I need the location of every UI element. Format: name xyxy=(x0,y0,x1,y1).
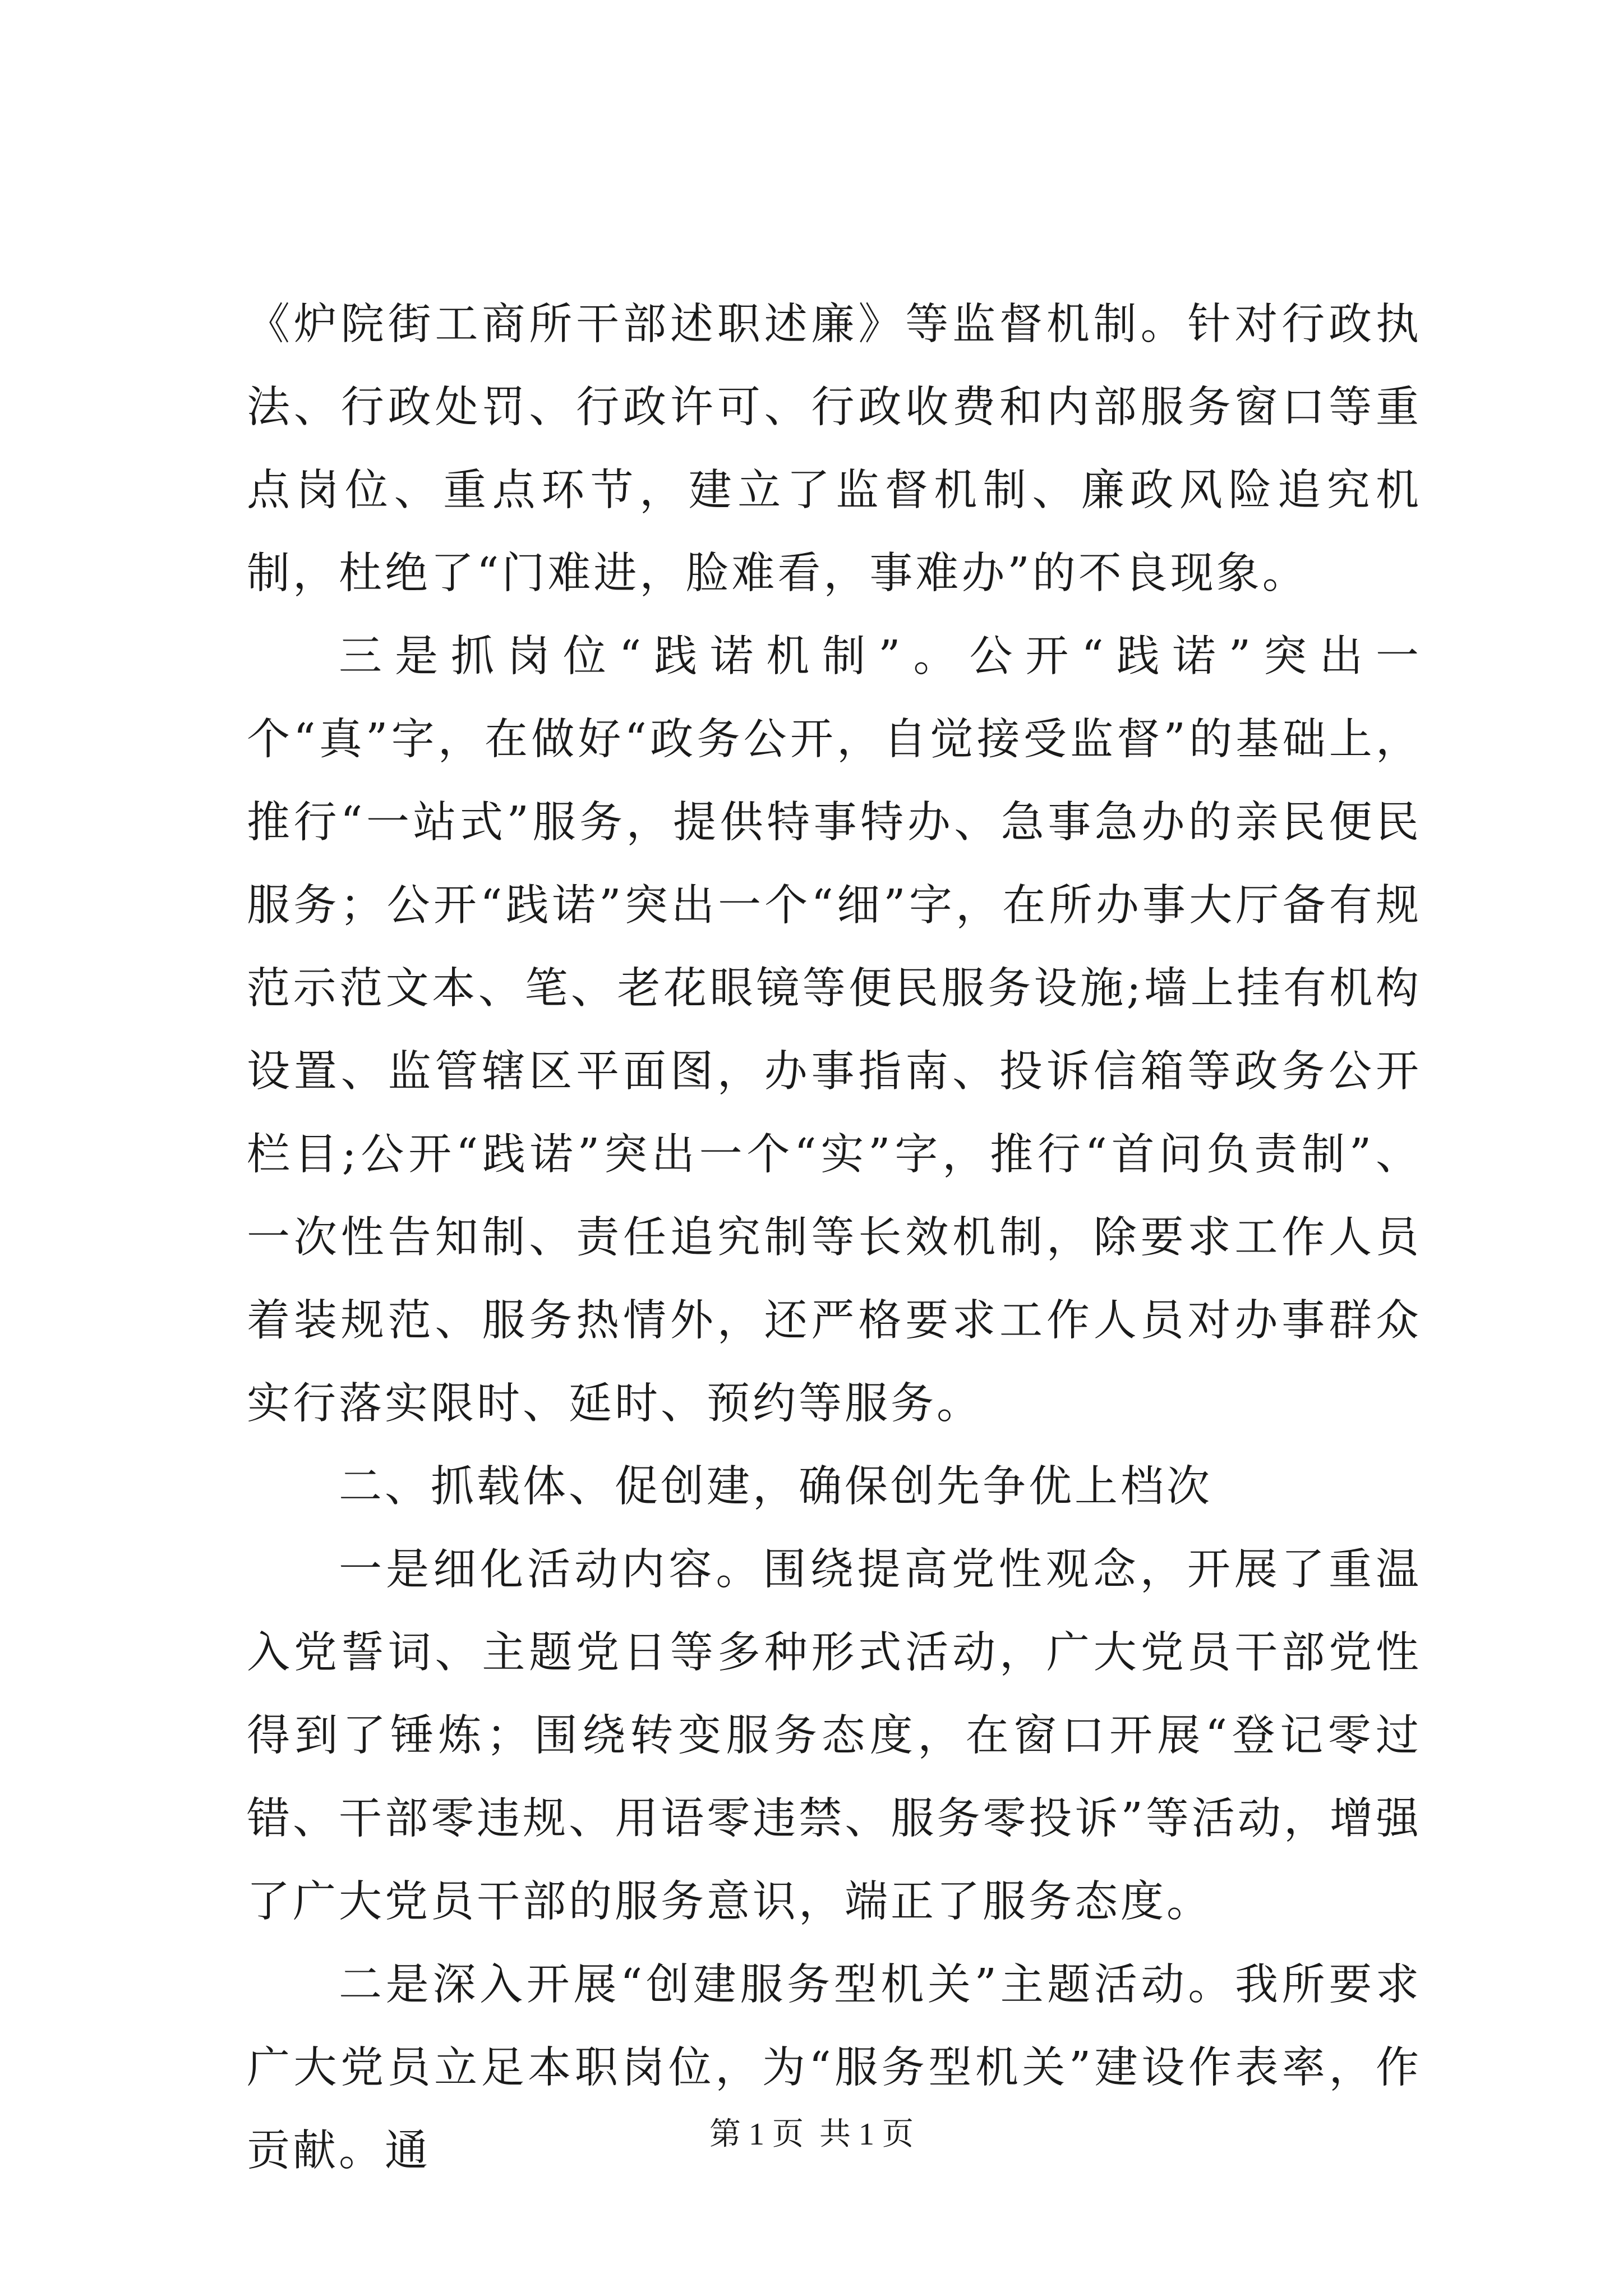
paragraph-2: 三是抓岗位“践诺机制”。公开“践诺”突出一个“真”字，在做好“政务公开，自觉接受监督”的基础上，推行“一站式”服务，提供特事特办、急事急办的亲民便民服务；公开“践诺”突出一个“细”字，在所办事大厅备有规范示范文本、笔、老花眼镜等便民服务设施;墙上挂有机构设置、监管辖区平面图，办事指南、投诉信箱等政务公开栏目;公开“践诺”突出一个“实”字，推行“首问负责制”、一次性告知制、责任追究制等长效机制，除要求工作人员着装规范、服务热情外，还严格要求工作人员对办事群众实行落实限时、延时、预约等服务。 xyxy=(247,632,1422,1429)
section-heading: 二、抓载体、促创建，确保创先争优上档次 xyxy=(339,1462,1212,1512)
document-body xyxy=(247,283,1422,2193)
paragraph-5: 二是深入开展“创建服务型机关”主题活动。我所要求广大党员立足本职岗位，为“服务型机关”建设作表率，作贡献。通 xyxy=(247,1960,1422,2176)
paragraph-1: 《炉院街工商所干部述职述廉》等监督机制。针对行政执法、行政处罚、行政许可、行政收费和内部服务窗口等重点岗位、重点环节，建立了监督机制、廉政风险追究机制，杜绝了“门难进，脸难看，事难办”的不良现象。 xyxy=(247,300,1422,599)
page-number-footer: 第 1 页 共 1 页 xyxy=(709,2117,914,2152)
paragraph-4: 一是细化活动内容。围绕提高党性观念，开展了重温入党誓词、主题党日等多种形式活动，广大党员干部党性得到了锤炼；围绕转变服务态度，在窗口开展“登记零过错、干部零违规、用语零违禁、服务零投诉”等活动，增强了广大党员干部的服务意识，端正了服务态度。 xyxy=(247,1545,1422,1927)
